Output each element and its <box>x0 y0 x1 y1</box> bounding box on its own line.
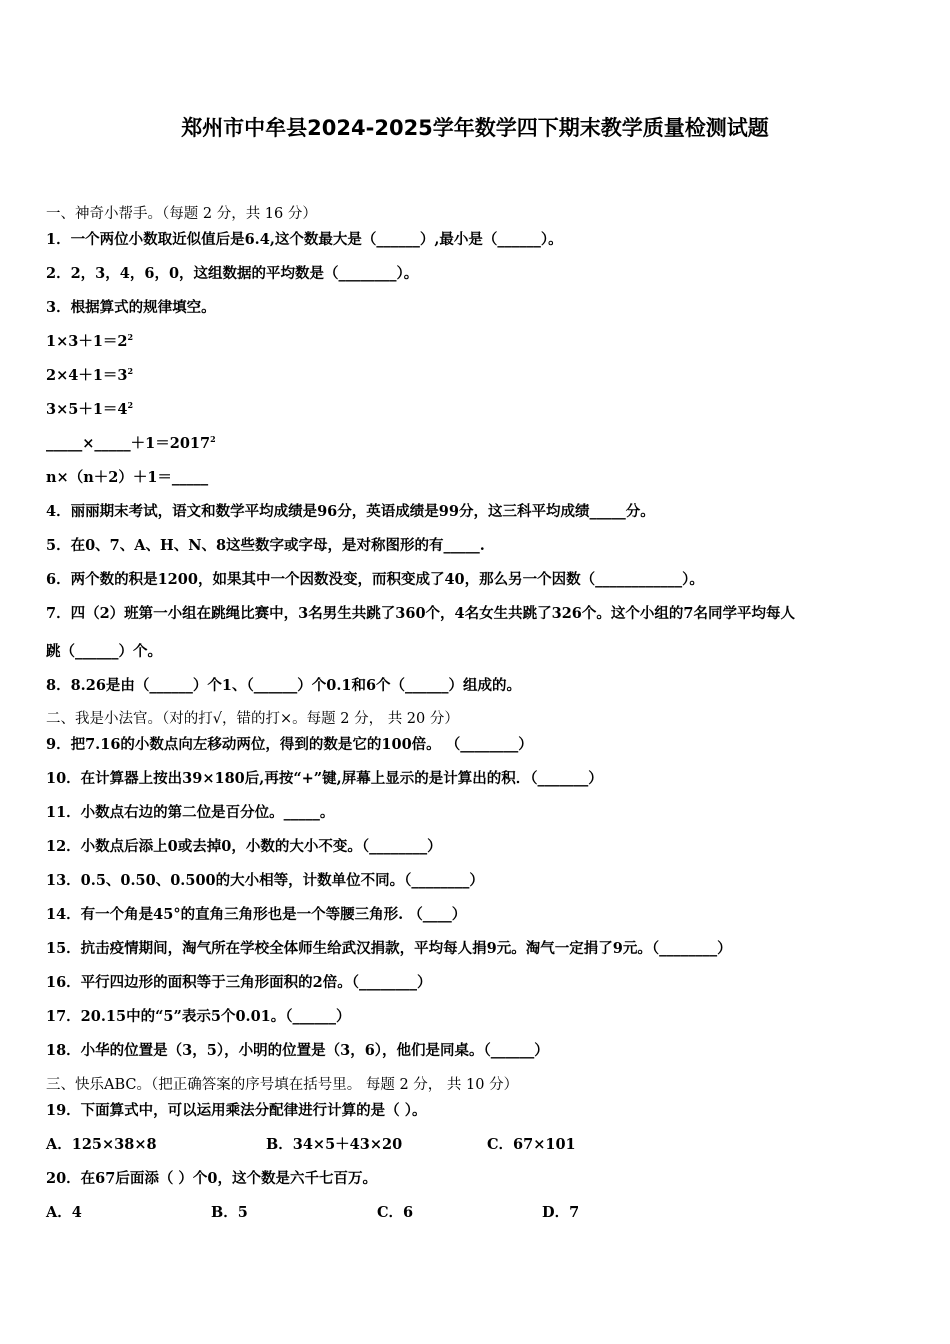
question-7-line-1: 7．四（2）班第一小组在跳绳比赛中，3名男生共跳了360个，4名女生共跳了326个。这个小组的7名同学平均每人 <box>46 605 795 622</box>
question-4: 4．丽丽期末考试，语文和数学平均成绩是96分，英语成绩是99分，这三科平均成绩_____分。 <box>46 503 655 520</box>
exponent: 2 <box>127 400 134 411</box>
equation-1 <box>46 330 133 351</box>
exponent: 2 <box>210 434 216 445</box>
q20-option-a: A．4 <box>46 1204 82 1221</box>
question-6: 6．两个数的积是1200，如果其中一个因数没变，而积变成了40，那么另一个因数（____________）。 <box>46 571 704 588</box>
question-14: 14．有一个角是45°的直角三角形也是一个等腰三角形. （____） <box>46 906 467 923</box>
equation-3 <box>46 398 133 419</box>
q20-option-c: C．6 <box>377 1204 414 1221</box>
question-8: 8．8.26是由（______）个1、（______）个0.1和6个（______）组成的。 <box>46 677 522 694</box>
question-16: 16．平行四边形的面积等于三角形面积的2倍。（________） <box>46 974 432 991</box>
question-11: 11．小数点右边的第二位是百分位。_____。 <box>46 804 335 821</box>
equation-2 <box>46 364 133 385</box>
equation-5: n×（n＋2）＋1＝_____ <box>46 469 209 486</box>
equation-2-text: 2×4＋1＝3 <box>46 367 128 384</box>
question-18: 18．小华的位置是（3，5），小明的位置是（3，6），他们是同桌。（______） <box>46 1042 549 1059</box>
section-1-heading: 一、神奇小帮手。（每题 2 分，共 16 分） <box>46 206 317 222</box>
question-7-line-2: 跳（______）个。 <box>46 643 162 660</box>
exponent: 2 <box>127 366 134 377</box>
q20-option-b: B．5 <box>211 1204 248 1221</box>
question-5: 5．在0、7、A、H、N、8这些数字或字母，是对称图形的有_____. <box>46 537 485 554</box>
question-10: 10．在计算器上按出39×180后,再按“+”键,屏幕上显示的是计算出的积．（_______） <box>46 770 603 787</box>
question-17: 17．20.15中的“5”表示5个0.01。（______） <box>46 1008 351 1025</box>
q19-option-a: A．125×38×8 <box>46 1136 157 1153</box>
question-2: 2．2，3，4，6，0，这组数据的平均数是（________）。 <box>46 265 419 282</box>
equation-4-text: _____×_____＋1＝2017 <box>46 435 211 452</box>
question-12: 12．小数点后添上0或去掉0，小数的大小不变。（________） <box>46 838 442 855</box>
exponent: 2 <box>127 332 134 343</box>
question-15: 15．抗击疫情期间，淘气所在学校全体师生给武汉捐款，平均每人捐9元。淘气一定捐了9元。（________） <box>46 940 732 957</box>
q19-option-c: C．67×101 <box>487 1136 576 1153</box>
question-19: 19．下面算式中，可以运用乘法分配律进行计算的是（ ）。 <box>46 1102 427 1119</box>
page-title: 郑州市中牟县2024-2025学年数学四下期末教学质量检测试题 <box>181 116 769 140</box>
equation-3-text: 3×5＋1＝4 <box>46 401 128 418</box>
question-13: 13．0.5、0.50、0.500的大小相等，计数单位不同。（________） <box>46 872 484 889</box>
question-9: 9．把7.16的小数点向左移动两位，得到的数是它的100倍。 （________） <box>46 736 533 753</box>
question-1: 1．一个两位小数取近似值后是6.4,这个数最大是（______）,最小是（______）。 <box>46 231 563 248</box>
equation-4 <box>46 432 216 453</box>
equation-1-text: 1×3＋1＝2 <box>46 333 128 350</box>
section-3-heading: 三、快乐ABC。（把正确答案的序号填在括号里。 每题 2 分， 共 10 分） <box>46 1077 519 1093</box>
q19-option-b: B．34×5＋43×20 <box>266 1136 403 1153</box>
question-3: 3．根据算式的规律填空。 <box>46 299 216 316</box>
question-20: 20．在67后面添（ ）个0，这个数是六千七百万。 <box>46 1170 377 1187</box>
q20-option-d: D．7 <box>542 1204 580 1221</box>
section-2-heading: 二、我是小法官。（对的打√，错的打×。每题 2 分， 共 20 分） <box>46 711 459 727</box>
